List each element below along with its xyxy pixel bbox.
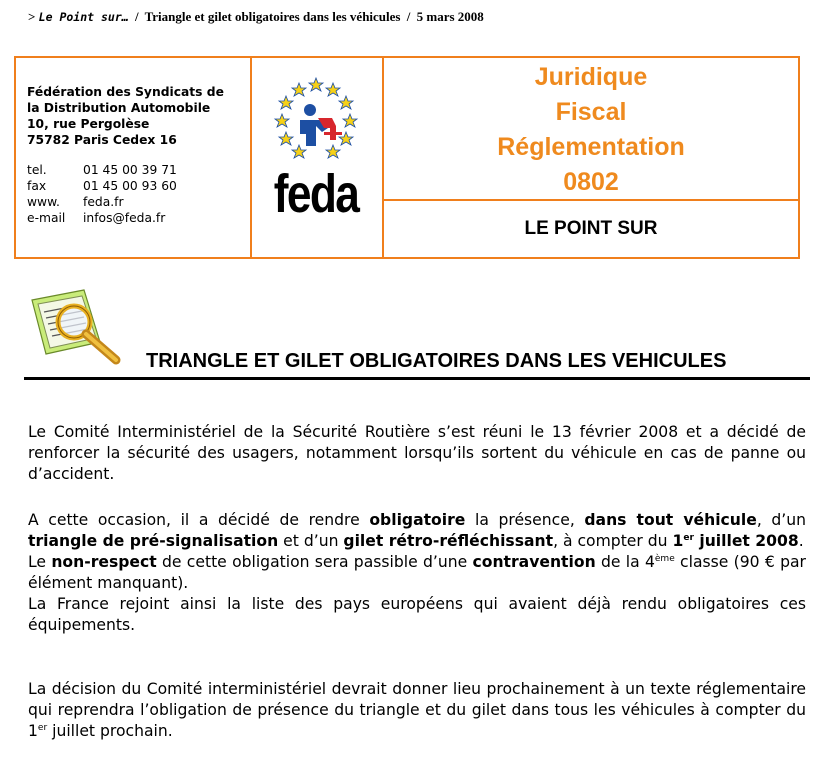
contact-list bbox=[27, 162, 177, 226]
paragraph-intro: Le Comité Interministériel de la Sécurité Routière s’est réuni le 13 février 2008 et a décidé de renforcer la sécurité des usagers, notamment lorsqu’ils sortent du véhicule en cas de panne ou d’accident. bbox=[28, 423, 806, 483]
address-line: 75782 Paris Cedex 16 bbox=[27, 133, 177, 147]
postal-address bbox=[27, 84, 224, 148]
contact-row bbox=[27, 210, 177, 226]
text-run: . bbox=[798, 532, 804, 550]
text-run: la présence, bbox=[465, 511, 585, 529]
superscript: er bbox=[683, 533, 694, 543]
breadcrumb bbox=[28, 9, 484, 25]
category-titles bbox=[384, 58, 798, 201]
heading-divider bbox=[24, 377, 810, 380]
text-run: juillet 2008 bbox=[693, 532, 799, 550]
text-run: de cette obligation sera passible d’une bbox=[156, 553, 473, 571]
email-link[interactable]: infos@feda.fr bbox=[83, 211, 166, 225]
website-link[interactable]: feda.fr bbox=[83, 195, 124, 209]
contact-row bbox=[27, 178, 177, 194]
contact-label: fax bbox=[27, 179, 47, 193]
breadcrumb-link[interactable]: Le Point sur… bbox=[38, 10, 129, 24]
category-title: Réglementation bbox=[497, 133, 685, 161]
bold-run: obligatoire bbox=[369, 511, 466, 529]
contact-value: 01 45 00 93 60 bbox=[83, 179, 177, 193]
feda-logo-icon bbox=[266, 74, 366, 170]
text-run: A cette occasion, il a décidé de rendre bbox=[28, 511, 370, 529]
superscript: er bbox=[37, 723, 48, 733]
superscript: ème bbox=[654, 554, 675, 564]
contact-label: e-mail bbox=[27, 211, 66, 225]
logo-column bbox=[252, 58, 384, 257]
text-run: , d’un bbox=[756, 511, 807, 529]
contact-row bbox=[27, 194, 177, 210]
breadcrumb-title: Triangle et gilet obligatoires dans les véhicules bbox=[144, 9, 401, 24]
text-run: classe (90 € par élément manquant). bbox=[28, 553, 806, 592]
bold-run: dans tout véhicule bbox=[584, 511, 757, 529]
bold-run: contravention bbox=[472, 553, 596, 571]
document-magnifier-icon bbox=[24, 286, 128, 368]
section-label: LE POINT SUR bbox=[524, 218, 658, 239]
text-run: , à compter du bbox=[553, 532, 673, 550]
bold-run: triangle de pré-signalisation bbox=[28, 532, 279, 550]
breadcrumb-date: 5 mars 2008 bbox=[416, 9, 484, 24]
bold-run: gilet rétro-réfléchissant bbox=[343, 532, 554, 550]
text-run: La décision du Comité interministériel devrait donner lieu prochainement à un texte réglementaire qui reprendra l’obligation de présence du triangle et du gilet dans tous les véhicules à compter du 1 bbox=[28, 680, 806, 740]
article-heading: TRIANGLE ET GILET OBLIGATOIRES DANS LES VEHICULES bbox=[146, 350, 727, 372]
breadcrumb-separator: / bbox=[406, 9, 411, 24]
contact-label: www. bbox=[27, 195, 60, 209]
text-run: juillet prochain. bbox=[47, 722, 173, 740]
breadcrumb-prefix: > bbox=[28, 9, 36, 24]
document-number: 0802 bbox=[563, 168, 619, 196]
category-title: Juridique bbox=[534, 63, 648, 91]
letterhead bbox=[14, 56, 800, 259]
logo-wordmark: feda bbox=[273, 164, 359, 224]
breadcrumb-separator: / bbox=[134, 9, 139, 24]
contact-label: tel. bbox=[27, 163, 47, 177]
text-run: et d’un bbox=[278, 532, 344, 550]
address-column bbox=[16, 58, 252, 257]
address-line: Fédération des Syndicats de bbox=[27, 85, 224, 99]
contact-value: 01 45 00 39 71 bbox=[83, 163, 177, 177]
contact-row bbox=[27, 162, 177, 178]
text-run: 1 bbox=[672, 532, 684, 550]
address-line: la Distribution Automobile bbox=[27, 101, 211, 115]
title-column bbox=[384, 58, 798, 257]
paragraph-obligation bbox=[28, 510, 806, 636]
date-run bbox=[673, 532, 799, 550]
category-title: Fiscal bbox=[555, 98, 627, 126]
text-run: Le bbox=[28, 553, 52, 571]
text-run: La France rejoint ainsi la liste des pays européens qui avaient déjà rendu obligatoires ces équipements. bbox=[28, 595, 806, 634]
bold-run: non-respect bbox=[51, 553, 157, 571]
text-run: de la 4 bbox=[595, 553, 655, 571]
paragraph-outlook bbox=[28, 679, 806, 742]
address-line: 10, rue Pergolèse bbox=[27, 117, 150, 131]
